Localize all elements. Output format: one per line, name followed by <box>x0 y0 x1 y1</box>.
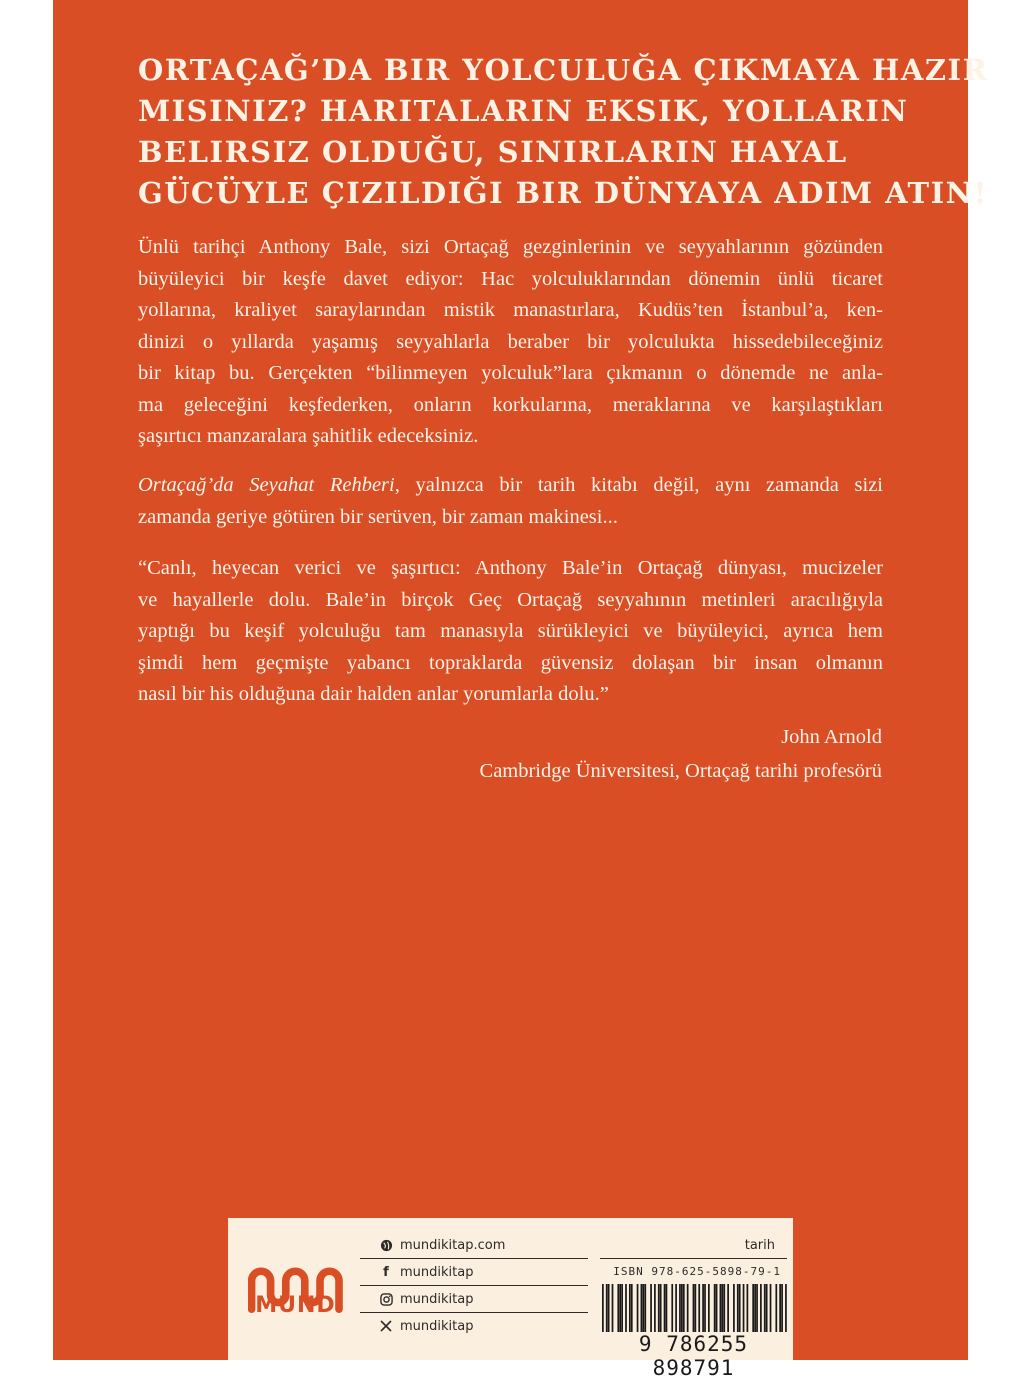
headline <box>138 50 989 214</box>
instagram-icon <box>378 1291 394 1307</box>
paragraph-line: ma geleceğini keşfederken, onların korkularına, meraklarına ve karşılaştıkları <box>138 393 883 416</box>
facebook-icon: f <box>383 1264 389 1280</box>
facebook-text: mundikitap <box>400 1264 474 1280</box>
paragraph-text: , yalnızca bir tarih kitabı değil, aynı zamanda sizi <box>394 474 883 496</box>
paragraph-line: zamanda geriye götüren bir serüven, bir zaman makinesi... <box>138 505 618 528</box>
summary-paragraph <box>138 470 883 533</box>
paragraph-line: dinizi o yıllarda yaşamış seyyahlarla beraber bir yolculukta hissedebileceğiniz <box>138 330 883 353</box>
x-link[interactable] <box>360 1313 588 1339</box>
instagram-link[interactable] <box>360 1286 588 1313</box>
quote-line: yaptığı bu keşif yolculuğu tam manasıyla sürükleyici ve büyüleyici, ayrıca hem <box>138 620 883 642</box>
paragraph-line: Ünlü tarihçi Anthony Bale, sizi Ortaçağ gezginlerinin ve seyyahlarının gözünden <box>138 236 883 258</box>
website-link[interactable] <box>360 1232 588 1259</box>
paragraph-line: şaşırtıcı manzaralara şahitlik edeceksiniz. <box>138 425 479 447</box>
paragraph-line: bir kitap bu. Gerçekten “bilinmeyen yolculuk”lara çıkmanın o dönemde ne anla- <box>138 362 883 384</box>
quote-author: John Arnold <box>781 726 882 748</box>
book-title: Ortaçağ’da Seyahat Rehberi <box>138 474 395 496</box>
barcode-digits: 9 786255 898791 <box>600 1332 787 1356</box>
facebook-link[interactable] <box>360 1259 588 1286</box>
x-icon <box>378 1318 394 1334</box>
x-text: mundikitap <box>400 1318 474 1334</box>
quote-line: şimdi hem geçmişte yabancı topraklarda güvensiz dolaşan bir insan olmanın <box>138 651 883 674</box>
quote-author-title: Cambridge Üniversitesi, Ortaçağ tarihi profesörü <box>479 760 882 782</box>
description-paragraph <box>138 232 883 453</box>
headline-line: MISINIZ? HARITALARIN EKSIK, YOLLARIN <box>138 94 909 128</box>
headline-line: BELIRSIZ OLDUĞU, SINIRLARIN HAYAL <box>138 135 848 169</box>
globe-icon <box>378 1237 394 1253</box>
social-links <box>360 1232 588 1339</box>
quote-line: nasıl bir his olduğuna dair halden anlar yorumlarla dolu.” <box>138 683 609 705</box>
book-codes <box>600 1232 787 1380</box>
publisher-panel <box>228 1218 793 1380</box>
mundi-logo-icon <box>248 1246 348 1336</box>
paragraph-line: yollarına, kraliyet saraylarından mistik manastırlara, Kudüs’ten İstanbul’a, ken- <box>138 299 883 321</box>
instagram-text: mundikitap <box>400 1291 474 1307</box>
quote-line: “Canlı, heyecan verici ve şaşırtıcı: Anthony Bale’in Ortaçağ dünyası, mucizeler <box>138 557 883 579</box>
back-cover <box>53 0 989 1360</box>
genre-label: tarih <box>600 1232 787 1259</box>
website-text: mundikitap.com <box>400 1237 506 1253</box>
quote-line: ve hayallerle dolu. Bale’in birçok Geç Ortaçağ seyyahının metinleri aracılığıyla <box>138 588 883 611</box>
headline-line: GÜCÜYLE ÇIZILDIĞI BIR DÜNYAYA ADIM ATIN! <box>138 176 988 210</box>
paragraph-line: büyüleyici bir keşfe davet ediyor: Hac yolculuklarından dönemin ünlü ticaret <box>138 267 883 290</box>
logo-text: MUNDI <box>255 1293 345 1318</box>
headline-line: ORTAÇAĞ’DA BIR YOLCULUĞA ÇIKMAYA HAZIR <box>138 53 989 87</box>
review-quote <box>138 553 883 711</box>
paragraph-line <box>138 470 883 502</box>
isbn-text: ISBN 978-625-5898-79-1 <box>613 1265 781 1278</box>
